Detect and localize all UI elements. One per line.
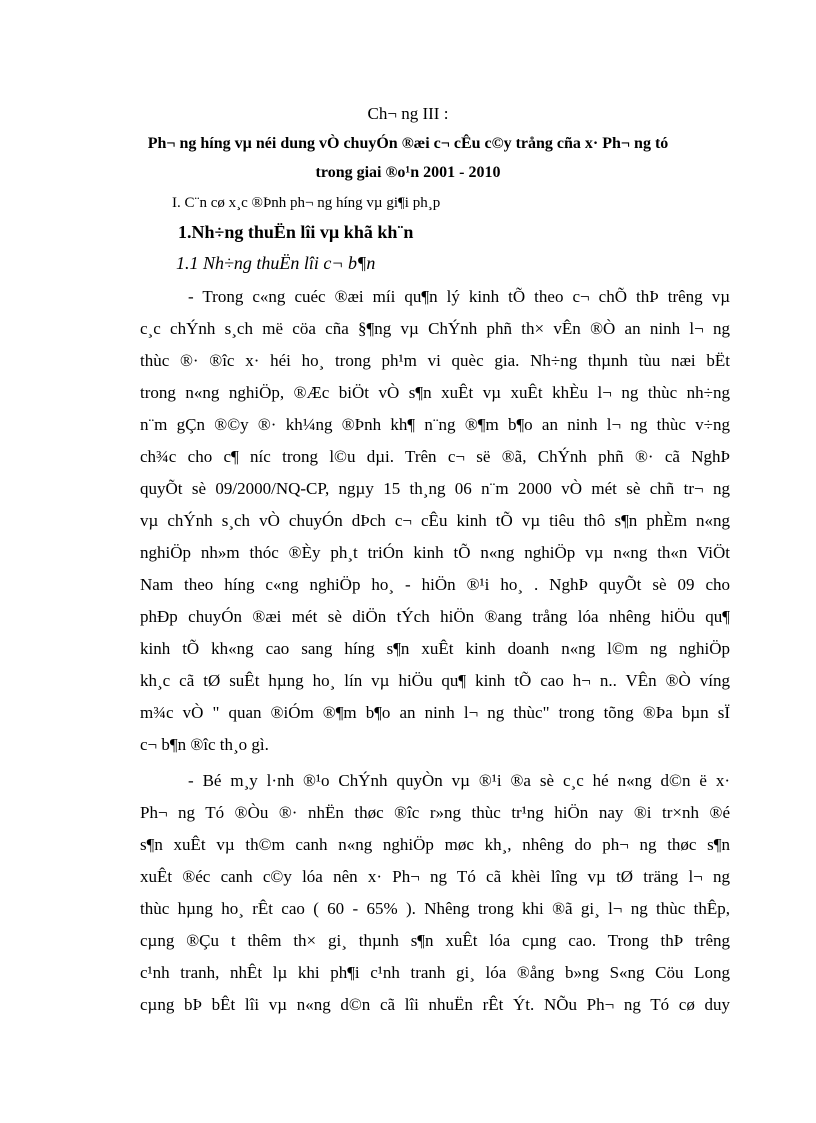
- body-line: thùc hµng ho¸ rÊt cao ( 60 - 65% ). Nhêng trong khi ®ã gi¸ l¬ ng thùc thÊp,: [140, 899, 730, 918]
- body-line: kh¸c cã tØ suÊt hµng ho¸ lín vµ hiÖu qu¶ kinh tÕ cao h¬ n.. VÊn ®Ò víng: [140, 671, 730, 690]
- body-line: n¨m gÇn ®©y ®· kh¼ng ®Þnh kh¶ n¨ng ®¶m b¶o an ninh l¬ ng thùc v÷ng: [140, 415, 730, 434]
- heading-line-2: trong giai ®o¹n 2001 - 2010: [315, 164, 501, 181]
- body-line: c¹nh tranh, nhÊt lµ khi ph¶i c¹nh tranh gi¸ lóa ®ång b»ng S«ng Cöu Long: [140, 963, 730, 982]
- section-heading-1: 1.Nh÷ng thuËn lîi vµ khã kh¨n: [178, 222, 414, 242]
- body-line: vµ chÝnh s¸ch vÒ chuyÓn dÞch c¬ cÊu kinh tÕ vµ tiêu thô s¶n phÈm n«ng: [140, 511, 730, 530]
- body-line: nghiÖp nh»m thóc ®Èy ph¸t triÓn kinh tÕ n«ng nghiÖp vµ n«ng th«n ViÖt: [140, 543, 730, 562]
- body-line: c¸c chÝnh s¸ch më cöa cña §¶ng vµ ChÝnh phñ th× vÊn ®Ò an ninh l¬ ng: [140, 319, 730, 338]
- body-line: cµng bÞ bÊt lîi vµ n«ng d©n cã lîi nhuËn rÊt Ýt. NÕu Ph¬ ng Tó cø duy: [140, 995, 730, 1014]
- body-line: cµng ®Çu t thêm th× gi¸ thµnh s¶n xuÊt lóa cµng cao. Trong thÞ trêng: [140, 931, 730, 950]
- body-line: - Bé m¸y l·nh ®¹o ChÝnh quyÒn vµ ®¹i ®a sè c¸c hé n«ng d©n ë x·: [188, 771, 730, 790]
- body-line: ch¾c cho c¶ níc trong l©u dµi. Trên c¬ së ®ã, ChÝnh phñ ®· cã NghÞ: [140, 447, 730, 466]
- body-line: kinh tÕ kh«ng cao sang híng s¶n xuÊt kinh doanh n«ng l©m ng nghiÖp: [140, 639, 730, 658]
- section-heading-I: I. C¨n cø x¸c ®Þnh ph¬ ng híng vµ gi¶i ph¸p: [172, 195, 441, 211]
- body-line: - Trong c«ng cuéc ®æi míi qu¶n lý kinh tÕ theo c¬ chÕ thÞ trêng vµ: [188, 287, 730, 306]
- body-line: s¶n xuÊt vµ th©m canh n«ng nghiÖp møc kh¸, nhêng do ph¬ ng thøc s¶n: [140, 835, 730, 854]
- body-line: Ph¬ ng Tó ®Òu ®· nhËn thøc ®îc r»ng thùc tr¹ng hiÖn nay ®i tr×nh ®é: [140, 803, 730, 822]
- body-line: quyÕt sè 09/2000/NQ-CP, ngµy 15 th¸ng 06 n¨m 2000 vÒ mét sè chñ tr¬ ng: [140, 479, 730, 498]
- chapter-title: Ch¬ ng III :: [367, 104, 449, 123]
- body-line: xuÊt ®éc canh c©y lóa nên x· Ph¬ ng Tó cã khèi lîng vµ tØ träng l¬ ng: [140, 867, 730, 886]
- body-line: phÐp chuyÓn ®æi mét sè diÖn tÝch hiÖn ®ang trång lóa nhêng hiÖu qu¶: [140, 607, 730, 626]
- body-line: m¾c vÒ " quan ®iÓm ®¶m b¶o an ninh l¬ ng thùc" trong tõng ®Þa bµn sÏ: [140, 703, 730, 722]
- heading-line-1: Ph¬ ng híng vµ néi dung vÒ chuyÓn ®æi c¬ cÊu c©y trång cña x· Ph¬ ng tó: [147, 135, 669, 152]
- body-line: trong n«ng nghiÖp, ®Æc biÖt vÒ s¶n xuÊt vµ xuÊt khÈu l¬ ng thùc nh÷ng: [140, 383, 730, 402]
- body-line: thùc ®· ®îc x· héi ho¸ trong ph¹m vi quèc gia. Nh÷ng thµnh tùu næi bËt: [140, 351, 730, 370]
- body-line: Nam theo híng c«ng nghiÖp ho¸ - hiÖn ®¹i ho¸ . NghÞ quyÕt sè 09 cho: [140, 575, 730, 594]
- section-heading-1-1: 1.1 Nh÷ng thuËn lîi c¬ b¶n: [176, 253, 376, 273]
- body-line: c¬ b¶n ®îc th¸o gì.: [140, 735, 269, 754]
